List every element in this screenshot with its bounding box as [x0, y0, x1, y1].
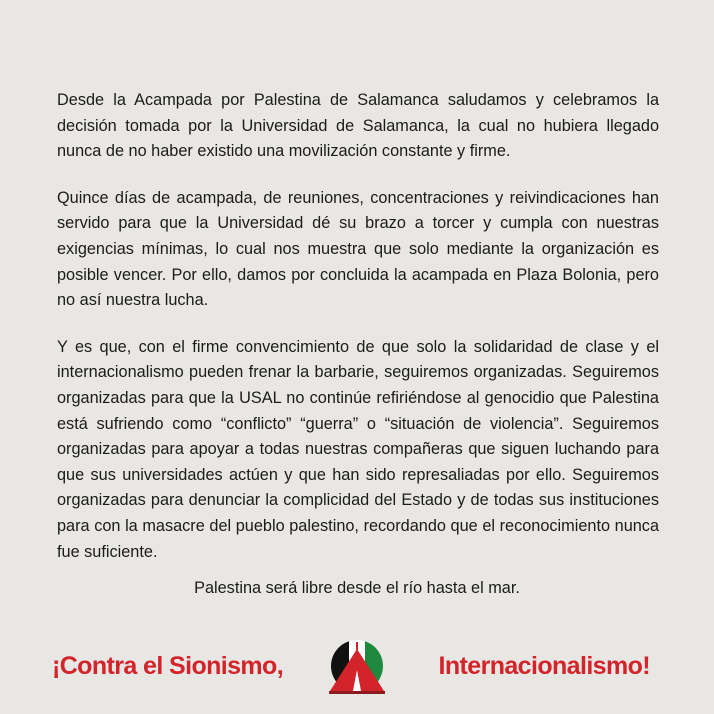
tent-ground: [329, 691, 385, 694]
palestine-flag-tent-logo-icon: [326, 638, 388, 702]
footer-slogan: [0, 638, 714, 702]
slogan-left: ¡Contra el Sionismo,: [52, 652, 284, 680]
closing-line: Palestina será libre desde el río hasta el mar.: [194, 579, 520, 597]
letter-body: [57, 88, 659, 565]
logo-svg: [326, 638, 388, 702]
slogan-right: Internacionalismo!: [438, 652, 650, 680]
paragraph-2: Quince días de acampada, de reuniones, concentraciones y reivindicaciones han servido para que la Universidad dé su brazo a torcer y cumpla con nuestras exigencias mínimas, lo cual nos muestra que solo mediante la organización es posible vencer. Por ello, damos por concluida la acampada en Plaza Bolonia, pero no así nuestra lucha.: [57, 188, 659, 310]
paragraph-3: Y es que, con el firme convencimiento de que solo la solidaridad de clase y el internacionalismo pueden frenar la barbarie, seguiremos organizadas. Seguiremos organizadas para que la USAL no continúe refiriéndose al genocidio que Palestina está sufriendo como “conflicto” “guerra” o “situación de violencia”. Seguiremos organizadas para apoyar a todas nuestras compañeras que siguen luchando para que sus universidades actúen y que han sido represaliadas por ello. Seguiremos organizadas para denunciar la complicidad del Estado y de todas sus instituciones para con la masacre del pueblo palestino, recordando que el reconocimiento nunca fue suficiente.: [57, 337, 659, 561]
paragraph-1: Desde la Acampada por Palestina de Salamanca saludamos y celebramos la decisión tomada por la Universidad de Salamanca, la cual no hubiera llegado nunca de no haber existido una movilización constante y firme.: [57, 91, 659, 161]
